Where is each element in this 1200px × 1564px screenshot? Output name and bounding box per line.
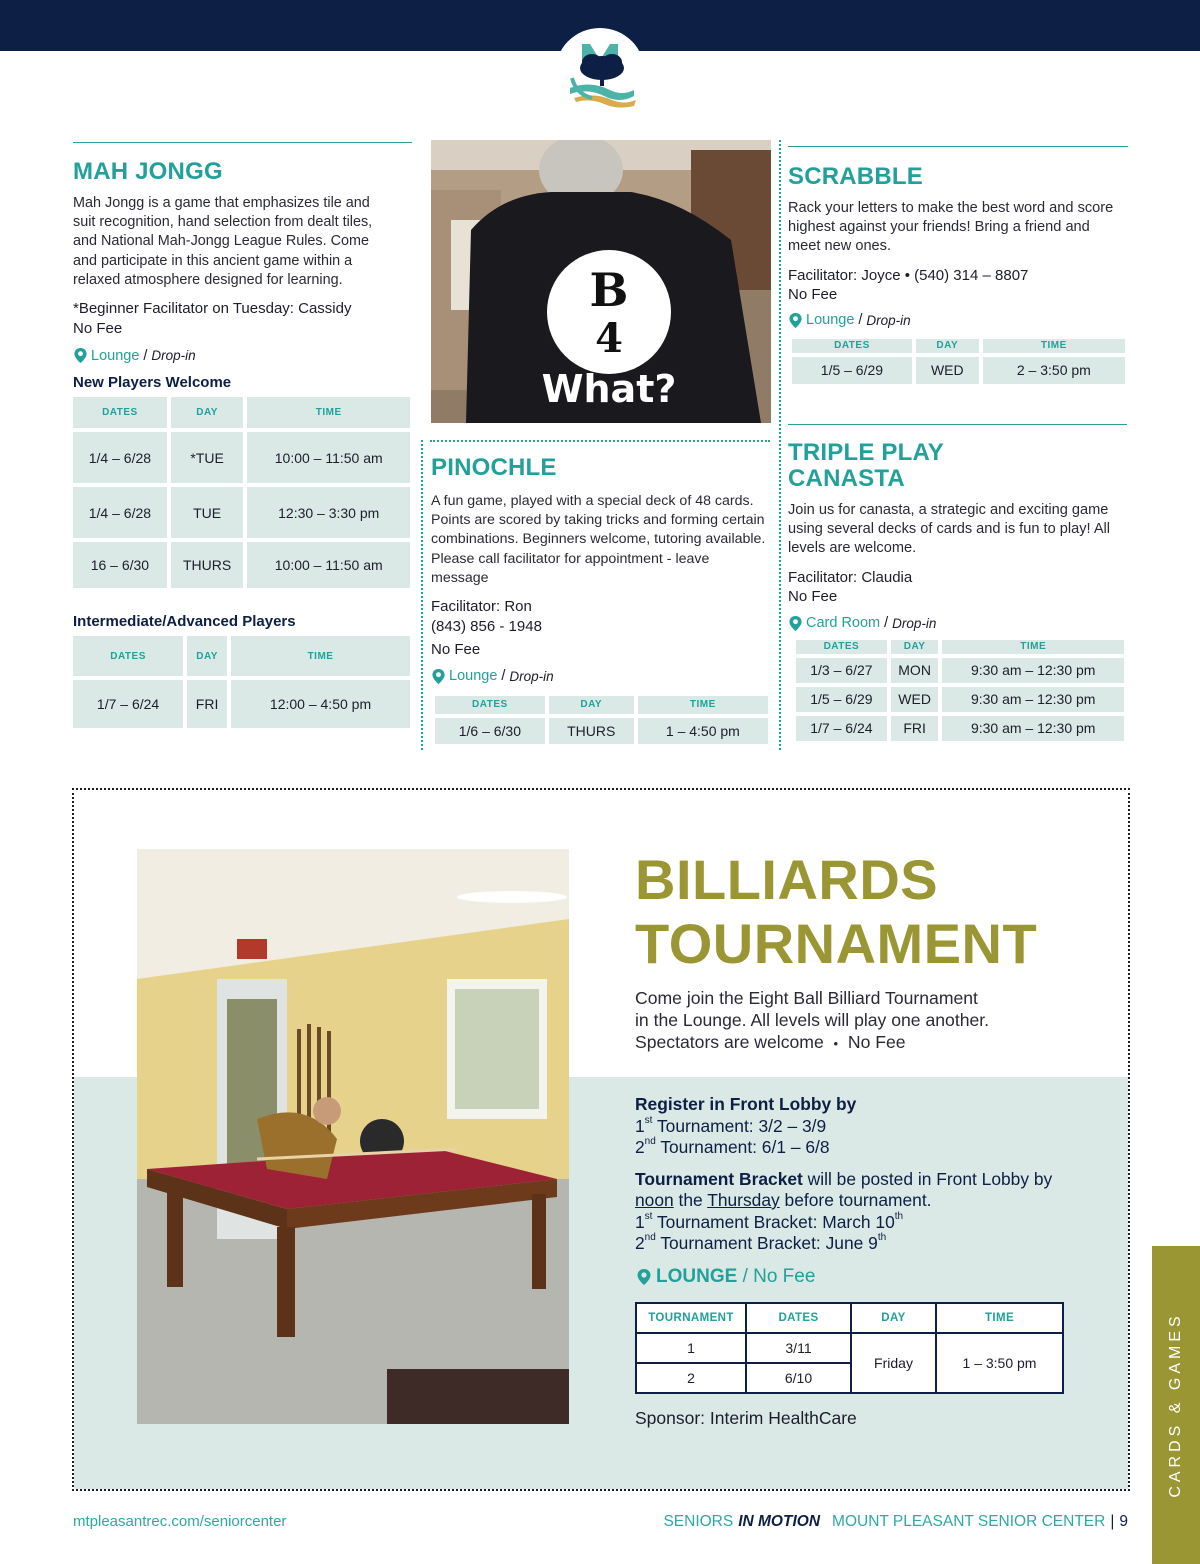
cell-time: 10:00 – 11:50 am — [247, 542, 410, 588]
mah-jongg-fee: No Fee — [73, 319, 123, 337]
cell-day: MON — [891, 658, 939, 683]
col-header-time: TIME — [231, 636, 410, 676]
cell-dates: 1/7 – 6/24 — [73, 680, 183, 728]
ordinal-number: 2 — [635, 1233, 645, 1253]
cell-tournament: 1 — [636, 1333, 746, 1363]
register-heading: Register in Front Lobby by — [635, 1094, 857, 1114]
thursday-text: Thursday — [707, 1190, 780, 1210]
scrabble-fee: No Fee — [788, 286, 838, 304]
billiards-desc-line: in the Lounge. All levels will play one another. — [635, 1010, 990, 1030]
sponsor-text: Sponsor: Interim HealthCare — [635, 1408, 857, 1428]
billiards-photo — [137, 849, 569, 1424]
cell-tournament: 2 — [636, 1363, 746, 1393]
pinochle-table — [431, 692, 772, 748]
side-tab-label: CARDS & GAMES — [1167, 1312, 1184, 1498]
table-row — [792, 357, 1125, 384]
canasta-description: Join us for canasta, a strategic and exciting game using several decks of cards and is fun to play! All levels are welcome. — [788, 502, 1111, 557]
bracket-info-line2 — [635, 1190, 1085, 1212]
drop-in-label: Drop-in — [509, 668, 554, 684]
pinochle-location — [431, 668, 771, 685]
cell-time: 1 – 3:50 pm — [936, 1333, 1063, 1393]
col-header-dates: DATES — [73, 636, 183, 676]
bracket-date-text: Tournament Bracket: June 9 — [655, 1233, 878, 1253]
section-rule — [788, 424, 1127, 425]
col-header-dates: DATES — [435, 696, 545, 714]
dotted-divider — [421, 440, 423, 750]
registration-text: Tournament: 6/1 – 6/8 — [655, 1137, 830, 1157]
bracket-line-2 — [635, 1233, 1085, 1255]
col-header-day: DAY — [549, 696, 634, 714]
pinochle-title: PINOCHLE — [431, 454, 557, 481]
table-row — [435, 718, 768, 744]
bracket-date-text: Tournament Bracket: March 10 — [652, 1211, 895, 1232]
footer-brand — [663, 1513, 1128, 1531]
table-row — [73, 680, 410, 728]
cell-day: Friday — [851, 1333, 936, 1393]
cell-dates: 1/7 – 6/24 — [796, 716, 887, 741]
bracket-text: before tournament. — [779, 1190, 932, 1210]
scrabble-description: Rack your letters to make the best word and score highest against your friends! Bring a friend and meet new ones. — [788, 200, 1114, 255]
location-name: Card Room — [806, 615, 881, 632]
location-separator: / — [858, 312, 863, 329]
cell-dates: 1/4 – 6/28 — [73, 432, 167, 483]
col-header-time: TIME — [638, 696, 768, 714]
location-separator: / — [501, 668, 506, 685]
col-header-day: DAY — [187, 636, 227, 676]
section-side-tab — [1152, 1246, 1200, 1564]
footer-separator: | — [1110, 1513, 1115, 1530]
cell-dates: 1/3 – 6/27 — [796, 658, 887, 683]
billiards-title-line1: BILLIARDS — [635, 848, 939, 911]
col-header-time: TIME — [936, 1303, 1063, 1333]
new-players-heading: New Players Welcome — [73, 374, 232, 392]
col-header-dates: DATES — [792, 339, 912, 353]
col-header-time: TIME — [942, 640, 1124, 654]
cell-time: 9:30 am – 12:30 pm — [942, 687, 1124, 712]
billiards-description — [635, 987, 1015, 1055]
scrabble-section — [788, 146, 1128, 388]
canasta-section — [788, 440, 1128, 745]
table-row — [796, 716, 1124, 741]
logo-tree-icon — [560, 32, 640, 112]
cell-day: WED — [891, 687, 939, 712]
ordinal-number: 1 — [635, 1211, 645, 1232]
mount-pleasant-logo — [555, 28, 645, 114]
cell-dates: 6/10 — [746, 1363, 851, 1393]
location-separator: / — [143, 347, 148, 364]
ordinal-suffix: nd — [644, 1232, 656, 1243]
mah-jongg-section — [73, 142, 412, 732]
noon-text: noon — [635, 1190, 674, 1210]
cell-time: 9:30 am – 12:30 pm — [942, 716, 1124, 741]
section-rule — [73, 142, 412, 143]
bracket-line-1 — [635, 1212, 1085, 1234]
table-row — [73, 487, 410, 538]
scrabble-location — [788, 312, 1128, 329]
location-pin-icon — [73, 347, 88, 364]
billiards-desc-line: Come join the Eight Ball Billiard Tournament — [635, 988, 978, 1008]
col-header-time: TIME — [983, 339, 1125, 353]
col-header-day: DAY — [891, 640, 939, 654]
scrabble-facilitator: Facilitator: Joyce • (540) 314 – 8807 — [788, 266, 1029, 284]
billiards-desc-line — [635, 1031, 1015, 1055]
cell-time: 10:00 – 11:50 am — [247, 432, 410, 483]
cell-day: THURS — [171, 542, 244, 588]
b4-what-shirt-photo — [431, 140, 771, 423]
cell-day: *TUE — [171, 432, 244, 483]
mah-jongg-advanced-table — [69, 632, 414, 732]
table-row — [796, 658, 1124, 683]
scrabble-table — [788, 335, 1129, 388]
cell-day: THURS — [549, 718, 634, 744]
footer-center-name: MOUNT PLEASANT SENIOR CENTER — [832, 1513, 1106, 1530]
canasta-fee: No Fee — [788, 588, 838, 606]
location-pin-icon — [431, 668, 446, 685]
pinochle-facilitator: Facilitator: Ron — [431, 598, 532, 616]
col-header-dates: DATES — [73, 397, 167, 428]
location-pin-icon — [788, 312, 803, 329]
footer-brand-prefix: SENIORS — [663, 1513, 734, 1530]
scrabble-title: SCRABBLE — [788, 163, 923, 190]
location-pin-icon — [788, 615, 803, 632]
mah-jongg-location — [73, 347, 412, 364]
cell-dates: 1/5 – 6/29 — [792, 357, 912, 384]
mah-jongg-description: Mah Jongg is a game that emphasizes tile and suit recognition, hand selection from dealt tiles, and National Mah-Jongg League Rules. Come and participate in this ancient game within a relaxed atmosphere designed for learning. — [73, 195, 373, 288]
col-header-day: DAY — [171, 397, 244, 428]
section-rule — [788, 146, 1128, 147]
location-name: Lounge — [806, 312, 855, 329]
col-header-day: DAY — [851, 1303, 936, 1333]
col-header-day: DAY — [916, 339, 979, 353]
billiards-table — [635, 1302, 1064, 1394]
ordinal-suffix: st — [644, 1114, 653, 1126]
canasta-facilitator: Facilitator: Claudia — [788, 568, 913, 586]
ordinal-number: 1 — [635, 1115, 645, 1136]
drop-in-label: Drop-in — [866, 312, 911, 328]
dotted-divider — [430, 440, 770, 442]
billiards-fee-text: No Fee — [847, 1032, 906, 1052]
ordinal-suffix: nd — [644, 1136, 656, 1147]
bracket-heading: Tournament Bracket — [635, 1168, 803, 1189]
registration-text: Tournament: 3/2 – 3/9 — [652, 1115, 827, 1136]
shirt-number-4: 4 — [595, 315, 623, 362]
location-name: Lounge — [91, 347, 140, 364]
drop-in-label: Drop-in — [151, 348, 196, 364]
billiards-title-line2: TOURNAMENT — [635, 912, 1038, 975]
ordinal-suffix: th — [877, 1232, 887, 1243]
canasta-title-line1: TRIPLE PLAY — [788, 439, 945, 466]
pinochle-phone: (843) 856 - 1948 — [431, 617, 542, 635]
cell-time: 12:00 – 4:50 pm — [231, 680, 410, 728]
pinochle-description: A fun game, played with a special deck of 48 cards. Points are scored by taking tricks and forming certain combinations. Beginners welcome, tutoring available. Please call facilitator for appointment - leave message — [431, 493, 766, 586]
shirt-letter-b: B — [589, 263, 629, 317]
billiards-title — [635, 848, 1037, 976]
footer-brand-emphasis: IN MOTION — [738, 1513, 821, 1530]
table-row — [796, 687, 1124, 712]
cell-day: TUE — [171, 487, 244, 538]
cell-day: FRI — [891, 716, 939, 741]
dotted-divider — [779, 140, 781, 750]
cell-day: FRI — [187, 680, 227, 728]
billiards-photo-image — [137, 849, 569, 1424]
intermediate-heading: Intermediate/Advanced Players — [73, 613, 296, 631]
cell-time: 9:30 am – 12:30 pm — [942, 658, 1124, 683]
footer-url-link[interactable]: mtpleasantrec.com/seniorcenter — [73, 1513, 287, 1530]
registration-line-2 — [635, 1137, 1085, 1159]
shirt-photo-image — [431, 140, 771, 423]
col-header-tournament: TOURNAMENT — [636, 1303, 746, 1333]
pinochle-fee: No Fee — [431, 641, 481, 659]
canasta-table — [792, 636, 1128, 745]
pinochle-section — [431, 455, 771, 748]
location-name: Lounge — [449, 668, 498, 685]
mah-jongg-new-table — [69, 393, 414, 592]
drop-in-label: Drop-in — [892, 615, 937, 631]
cell-dates: 1/6 – 6/30 — [435, 718, 545, 744]
ordinal-suffix: st — [644, 1210, 653, 1222]
table-row — [636, 1333, 1063, 1363]
registration-line-1 — [635, 1116, 1085, 1138]
registration-info — [635, 1094, 1085, 1255]
col-header-dates: DATES — [746, 1303, 851, 1333]
cell-time: 2 – 3:50 pm — [983, 357, 1125, 384]
spectators-text: Spectators are welcome — [635, 1032, 824, 1052]
ordinal-number: 2 — [635, 1137, 645, 1157]
cell-day: WED — [916, 357, 979, 384]
bracket-info — [635, 1169, 1085, 1191]
canasta-location — [788, 615, 1128, 632]
mah-jongg-note: *Beginner Facilitator on Tuesday: Cassidy — [73, 300, 352, 318]
cell-time: 1 – 4:50 pm — [638, 718, 768, 744]
bullet-separator: • — [833, 1036, 839, 1051]
cell-time: 12:30 – 3:30 pm — [247, 487, 410, 538]
billiards-fee: / No Fee — [742, 1266, 816, 1287]
cell-dates: 16 – 6/30 — [73, 542, 167, 588]
billiards-location — [636, 1266, 815, 1288]
bracket-text: will be posted in Front Lobby by — [802, 1168, 1053, 1189]
canasta-title-line2: CANASTA — [788, 465, 905, 492]
location-separator: / — [884, 615, 889, 632]
location-pin-icon — [636, 1268, 652, 1286]
col-header-time: TIME — [247, 397, 410, 428]
table-row — [73, 542, 410, 588]
cell-dates: 3/11 — [746, 1333, 851, 1363]
col-header-dates: DATES — [796, 640, 887, 654]
shirt-what-text: What? — [541, 367, 677, 411]
ordinal-suffix: th — [894, 1210, 904, 1222]
cell-dates: 1/5 – 6/29 — [796, 687, 887, 712]
mah-jongg-title: MAH JONGG — [73, 158, 223, 185]
page-number: 9 — [1119, 1513, 1128, 1530]
location-name: LOUNGE — [656, 1266, 738, 1287]
cell-dates: 1/4 – 6/28 — [73, 487, 167, 538]
table-row — [73, 432, 410, 483]
bracket-text: the — [673, 1190, 708, 1210]
